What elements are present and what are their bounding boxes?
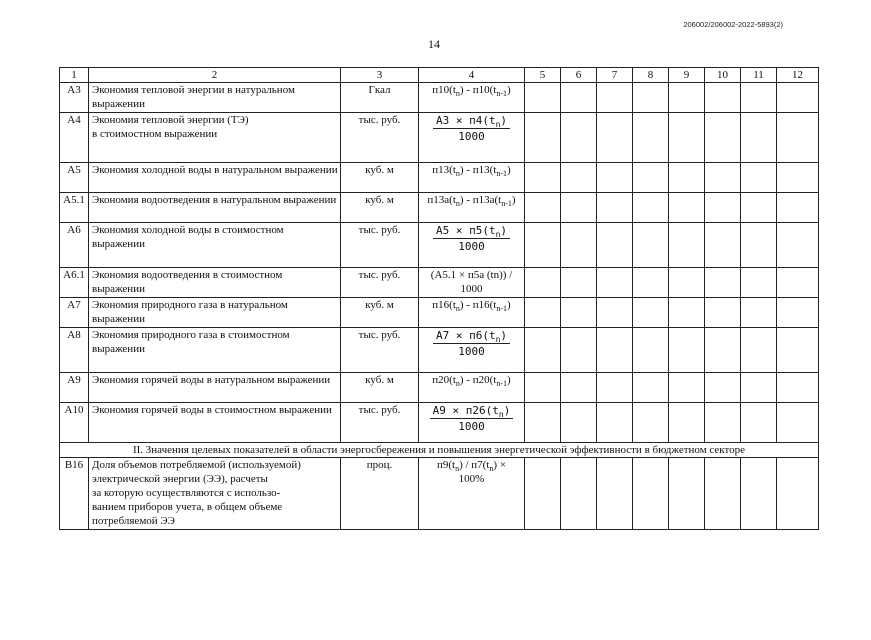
- empty-value-cell: [525, 268, 561, 298]
- empty-value-cell: [633, 268, 669, 298]
- empty-value-cell: [741, 268, 777, 298]
- empty-value-cell: [633, 83, 669, 113]
- formula-subscript: n: [489, 464, 494, 474]
- table-row: [60, 328, 819, 373]
- empty-value-cell: [669, 458, 705, 530]
- empty-value-cell: [741, 83, 777, 113]
- row-formula: [419, 163, 525, 193]
- formula-part: ): [507, 374, 511, 386]
- empty-value-cell: [597, 163, 633, 193]
- indicator-table: [59, 67, 819, 530]
- formula-part: ): [503, 404, 511, 417]
- row-name: Экономия водоотведения в стоимостном выражении: [89, 268, 341, 298]
- row-code: А6.1: [60, 268, 89, 298]
- row-unit: тыс. руб.: [341, 113, 419, 163]
- table-row: [60, 403, 819, 443]
- empty-value-cell: [741, 458, 777, 530]
- formula-subscript: n-1: [496, 379, 508, 389]
- empty-value-cell: [705, 193, 741, 223]
- formula-subscript: n: [498, 410, 504, 420]
- empty-value-cell: [777, 328, 819, 373]
- table-row: [60, 113, 819, 163]
- row-unit: проц.: [341, 458, 419, 530]
- empty-value-cell: [777, 163, 819, 193]
- empty-value-cell: [525, 193, 561, 223]
- formula-subscript: n: [455, 199, 460, 209]
- empty-value-cell: [633, 113, 669, 163]
- empty-value-cell: [525, 458, 561, 530]
- formula-part: ) - п13а(t: [459, 194, 502, 206]
- row-code: А4: [60, 113, 89, 163]
- empty-value-cell: [597, 298, 633, 328]
- row-formula: [419, 373, 525, 403]
- column-number: 7: [597, 68, 633, 83]
- formula-part: ): [500, 224, 508, 237]
- empty-value-cell: [561, 163, 597, 193]
- formula-subscript: n-1: [496, 169, 508, 179]
- empty-value-cell: [669, 403, 705, 443]
- empty-value-cell: [777, 268, 819, 298]
- empty-value-cell: [777, 373, 819, 403]
- formula-subscript: n: [455, 169, 460, 179]
- formula-part: ): [500, 114, 508, 127]
- row-unit: тыс. руб.: [341, 403, 419, 443]
- table-row: [60, 268, 819, 298]
- empty-value-cell: [633, 403, 669, 443]
- empty-value-cell: [633, 193, 669, 223]
- fraction-numerator: [433, 113, 510, 129]
- formula-part: п13(t: [432, 164, 456, 176]
- column-number: 1: [60, 68, 89, 83]
- table-row: [60, 83, 819, 113]
- row-formula: [419, 223, 525, 268]
- formula-part: п20(t: [432, 374, 456, 386]
- table-row: [60, 373, 819, 403]
- table-row: [60, 458, 819, 530]
- formula-part: А9 × п26(t: [432, 404, 499, 417]
- table-row: [60, 223, 819, 268]
- empty-value-cell: [669, 373, 705, 403]
- empty-value-cell: [525, 83, 561, 113]
- row-code: В16: [60, 458, 89, 530]
- row-name: Экономия холодной воды в натуральном выражении: [89, 163, 341, 193]
- document-code: 206002/206002-2022-5893(2): [683, 20, 783, 29]
- row-code: А3: [60, 83, 89, 113]
- empty-value-cell: [741, 403, 777, 443]
- formula-line: (А5.1 × п5а (tn)) /: [430, 269, 513, 281]
- empty-value-cell: [741, 163, 777, 193]
- row-unit: куб. м: [341, 373, 419, 403]
- row-code: А5: [60, 163, 89, 193]
- empty-value-cell: [777, 223, 819, 268]
- row-code: А9: [60, 373, 89, 403]
- formula-fraction: [433, 113, 510, 144]
- formula-part: ) - п13(t: [459, 164, 497, 176]
- empty-value-cell: [741, 298, 777, 328]
- row-name-line: ванием приборов учета, в общем объеме: [92, 501, 283, 513]
- row-unit: Гкал: [341, 83, 419, 113]
- row-name: Экономия горячей воды в натуральном выражении: [89, 373, 341, 403]
- formula-part: п16(t: [432, 299, 456, 311]
- row-unit: тыс. руб.: [341, 223, 419, 268]
- empty-value-cell: [669, 298, 705, 328]
- formula-part: ): [507, 164, 511, 176]
- empty-value-cell: [633, 298, 669, 328]
- page-number: 14: [428, 37, 440, 51]
- formula-part: п10(t: [432, 84, 456, 96]
- empty-value-cell: [705, 373, 741, 403]
- empty-value-cell: [705, 223, 741, 268]
- section-heading-row: [60, 443, 819, 458]
- table-row: [60, 163, 819, 193]
- empty-value-cell: [777, 83, 819, 113]
- empty-value-cell: [777, 193, 819, 223]
- column-number: 2: [89, 68, 341, 83]
- column-number: 10: [705, 68, 741, 83]
- section-heading: II. Значения целевых показателей в области энергосбережения и повышения энергетической эффективности в бюджетном секторе: [60, 443, 819, 458]
- row-name-line: Экономия тепловой энергии (ТЭ): [92, 114, 249, 126]
- empty-value-cell: [525, 163, 561, 193]
- formula-fraction: [433, 328, 510, 359]
- row-name-line: Доля объемов потребляемой (используемой): [92, 459, 301, 471]
- empty-value-cell: [633, 223, 669, 268]
- column-number: 9: [669, 68, 705, 83]
- formula-subscript: n: [495, 335, 501, 345]
- empty-value-cell: [777, 458, 819, 530]
- empty-value-cell: [777, 403, 819, 443]
- column-number: 5: [525, 68, 561, 83]
- row-name: Экономия природного газа в стоимостном выражении: [89, 328, 341, 373]
- row-code: А5.1: [60, 193, 89, 223]
- row-code: А10: [60, 403, 89, 443]
- formula-subscript: n: [455, 379, 460, 389]
- row-name-line: в стоимостном выражении: [92, 128, 218, 140]
- empty-value-cell: [669, 193, 705, 223]
- formula-line: [421, 458, 522, 472]
- formula-part: ) - п20(t: [459, 374, 497, 386]
- formula-part: ) - п10(t: [459, 84, 497, 96]
- empty-value-cell: [561, 328, 597, 373]
- row-unit: тыс. руб.: [341, 328, 419, 373]
- empty-value-cell: [561, 403, 597, 443]
- formula-part: п9(t: [436, 459, 456, 471]
- empty-value-cell: [633, 328, 669, 373]
- empty-value-cell: [705, 268, 741, 298]
- formula-part: ) - п16(t: [459, 299, 497, 311]
- column-number-row: [60, 68, 819, 83]
- row-unit: куб. м: [341, 298, 419, 328]
- empty-value-cell: [597, 223, 633, 268]
- empty-value-cell: [705, 163, 741, 193]
- fraction-denominator: 1000: [458, 240, 485, 253]
- formula-part: ): [511, 194, 516, 206]
- empty-value-cell: [741, 113, 777, 163]
- empty-value-cell: [669, 268, 705, 298]
- empty-value-cell: [705, 113, 741, 163]
- column-number: 11: [741, 68, 777, 83]
- row-formula: [419, 268, 525, 298]
- empty-value-cell: [669, 223, 705, 268]
- formula-part: ): [500, 329, 508, 342]
- empty-value-cell: [633, 373, 669, 403]
- empty-value-cell: [669, 163, 705, 193]
- row-code: А6: [60, 223, 89, 268]
- empty-value-cell: [741, 328, 777, 373]
- empty-value-cell: [669, 113, 705, 163]
- row-name: Экономия горячей воды в стоимостном выражении: [89, 403, 341, 443]
- empty-value-cell: [525, 113, 561, 163]
- empty-value-cell: [561, 373, 597, 403]
- row-code: А8: [60, 328, 89, 373]
- column-number: 12: [777, 68, 819, 83]
- empty-value-cell: [597, 458, 633, 530]
- empty-value-cell: [597, 328, 633, 373]
- formula-subscript: n: [455, 464, 460, 474]
- empty-value-cell: [561, 113, 597, 163]
- formula-part: ): [507, 299, 511, 311]
- row-unit: куб. м: [341, 163, 419, 193]
- empty-value-cell: [597, 268, 633, 298]
- empty-value-cell: [741, 223, 777, 268]
- formula-fraction: [433, 223, 510, 254]
- empty-value-cell: [777, 113, 819, 163]
- empty-value-cell: [561, 268, 597, 298]
- empty-value-cell: [597, 403, 633, 443]
- row-name: Экономия холодной воды в стоимостном выражении: [89, 223, 341, 268]
- empty-value-cell: [597, 83, 633, 113]
- formula-part: А3 × п4(t: [435, 114, 496, 127]
- column-number: 4: [419, 68, 525, 83]
- empty-value-cell: [597, 113, 633, 163]
- empty-value-cell: [561, 458, 597, 530]
- fraction-denominator: 1000: [458, 345, 485, 358]
- fraction-numerator: [433, 223, 510, 239]
- fraction-denominator: 1000: [458, 420, 485, 433]
- empty-value-cell: [705, 328, 741, 373]
- empty-value-cell: [525, 403, 561, 443]
- row-formula: [419, 403, 525, 443]
- formula-subscript: n: [455, 304, 460, 314]
- row-code: А7: [60, 298, 89, 328]
- empty-value-cell: [561, 83, 597, 113]
- formula-line: 1000: [460, 283, 483, 295]
- row-formula: [419, 458, 525, 530]
- formula-subscript: n-1: [496, 304, 508, 314]
- formula-part: А5 × п5(t: [435, 224, 496, 237]
- fraction-denominator: 1000: [458, 130, 485, 143]
- row-name-line: электрической энергии (ЭЭ), расчеты: [92, 473, 268, 485]
- formula-subscript: n-1: [496, 89, 508, 99]
- formula-part: ): [507, 84, 511, 96]
- formula-fraction: [430, 403, 514, 434]
- row-name: Экономия водоотведения в натуральном выражении: [89, 193, 341, 223]
- empty-value-cell: [741, 193, 777, 223]
- row-name-line: за которую осуществляются с использо-: [92, 487, 281, 499]
- empty-value-cell: [633, 163, 669, 193]
- empty-value-cell: [561, 223, 597, 268]
- row-name-line: потребляемой ЭЭ: [92, 515, 175, 527]
- formula-line: 100%: [458, 473, 485, 485]
- empty-value-cell: [741, 373, 777, 403]
- empty-value-cell: [561, 193, 597, 223]
- column-number: 3: [341, 68, 419, 83]
- formula-subscript: n: [495, 230, 501, 240]
- empty-value-cell: [705, 458, 741, 530]
- empty-value-cell: [669, 328, 705, 373]
- row-name: Экономия тепловой энергии в натуральном выражении: [89, 83, 341, 113]
- formula-part: А7 × п6(t: [435, 329, 496, 342]
- row-formula: [419, 83, 525, 113]
- fraction-numerator: [433, 328, 510, 344]
- empty-value-cell: [525, 328, 561, 373]
- formula-part: п13а(t: [427, 194, 456, 206]
- row-formula: [419, 328, 525, 373]
- empty-value-cell: [525, 373, 561, 403]
- row-formula: [419, 298, 525, 328]
- formula-part: ) / п7(t: [459, 459, 490, 471]
- row-name: [89, 458, 341, 530]
- empty-value-cell: [597, 193, 633, 223]
- empty-value-cell: [705, 403, 741, 443]
- empty-value-cell: [705, 83, 741, 113]
- empty-value-cell: [705, 298, 741, 328]
- formula-subscript: n-1: [501, 199, 512, 209]
- row-formula: [419, 193, 525, 223]
- empty-value-cell: [669, 83, 705, 113]
- empty-value-cell: [633, 458, 669, 530]
- row-unit: куб. м: [341, 193, 419, 223]
- empty-value-cell: [525, 223, 561, 268]
- table-row: [60, 298, 819, 328]
- row-unit: тыс. руб.: [341, 268, 419, 298]
- table-row: [60, 193, 819, 223]
- formula-subscript: n: [495, 120, 501, 130]
- formula-part: ) ×: [493, 459, 507, 471]
- row-formula: [419, 113, 525, 163]
- empty-value-cell: [597, 373, 633, 403]
- column-number: 6: [561, 68, 597, 83]
- fraction-numerator: [430, 403, 514, 419]
- column-number: 8: [633, 68, 669, 83]
- row-name: [89, 113, 341, 163]
- empty-value-cell: [525, 298, 561, 328]
- formula-subscript: n: [455, 89, 460, 99]
- empty-value-cell: [777, 298, 819, 328]
- empty-value-cell: [561, 298, 597, 328]
- row-name: Экономия природного газа в натуральном выражении: [89, 298, 341, 328]
